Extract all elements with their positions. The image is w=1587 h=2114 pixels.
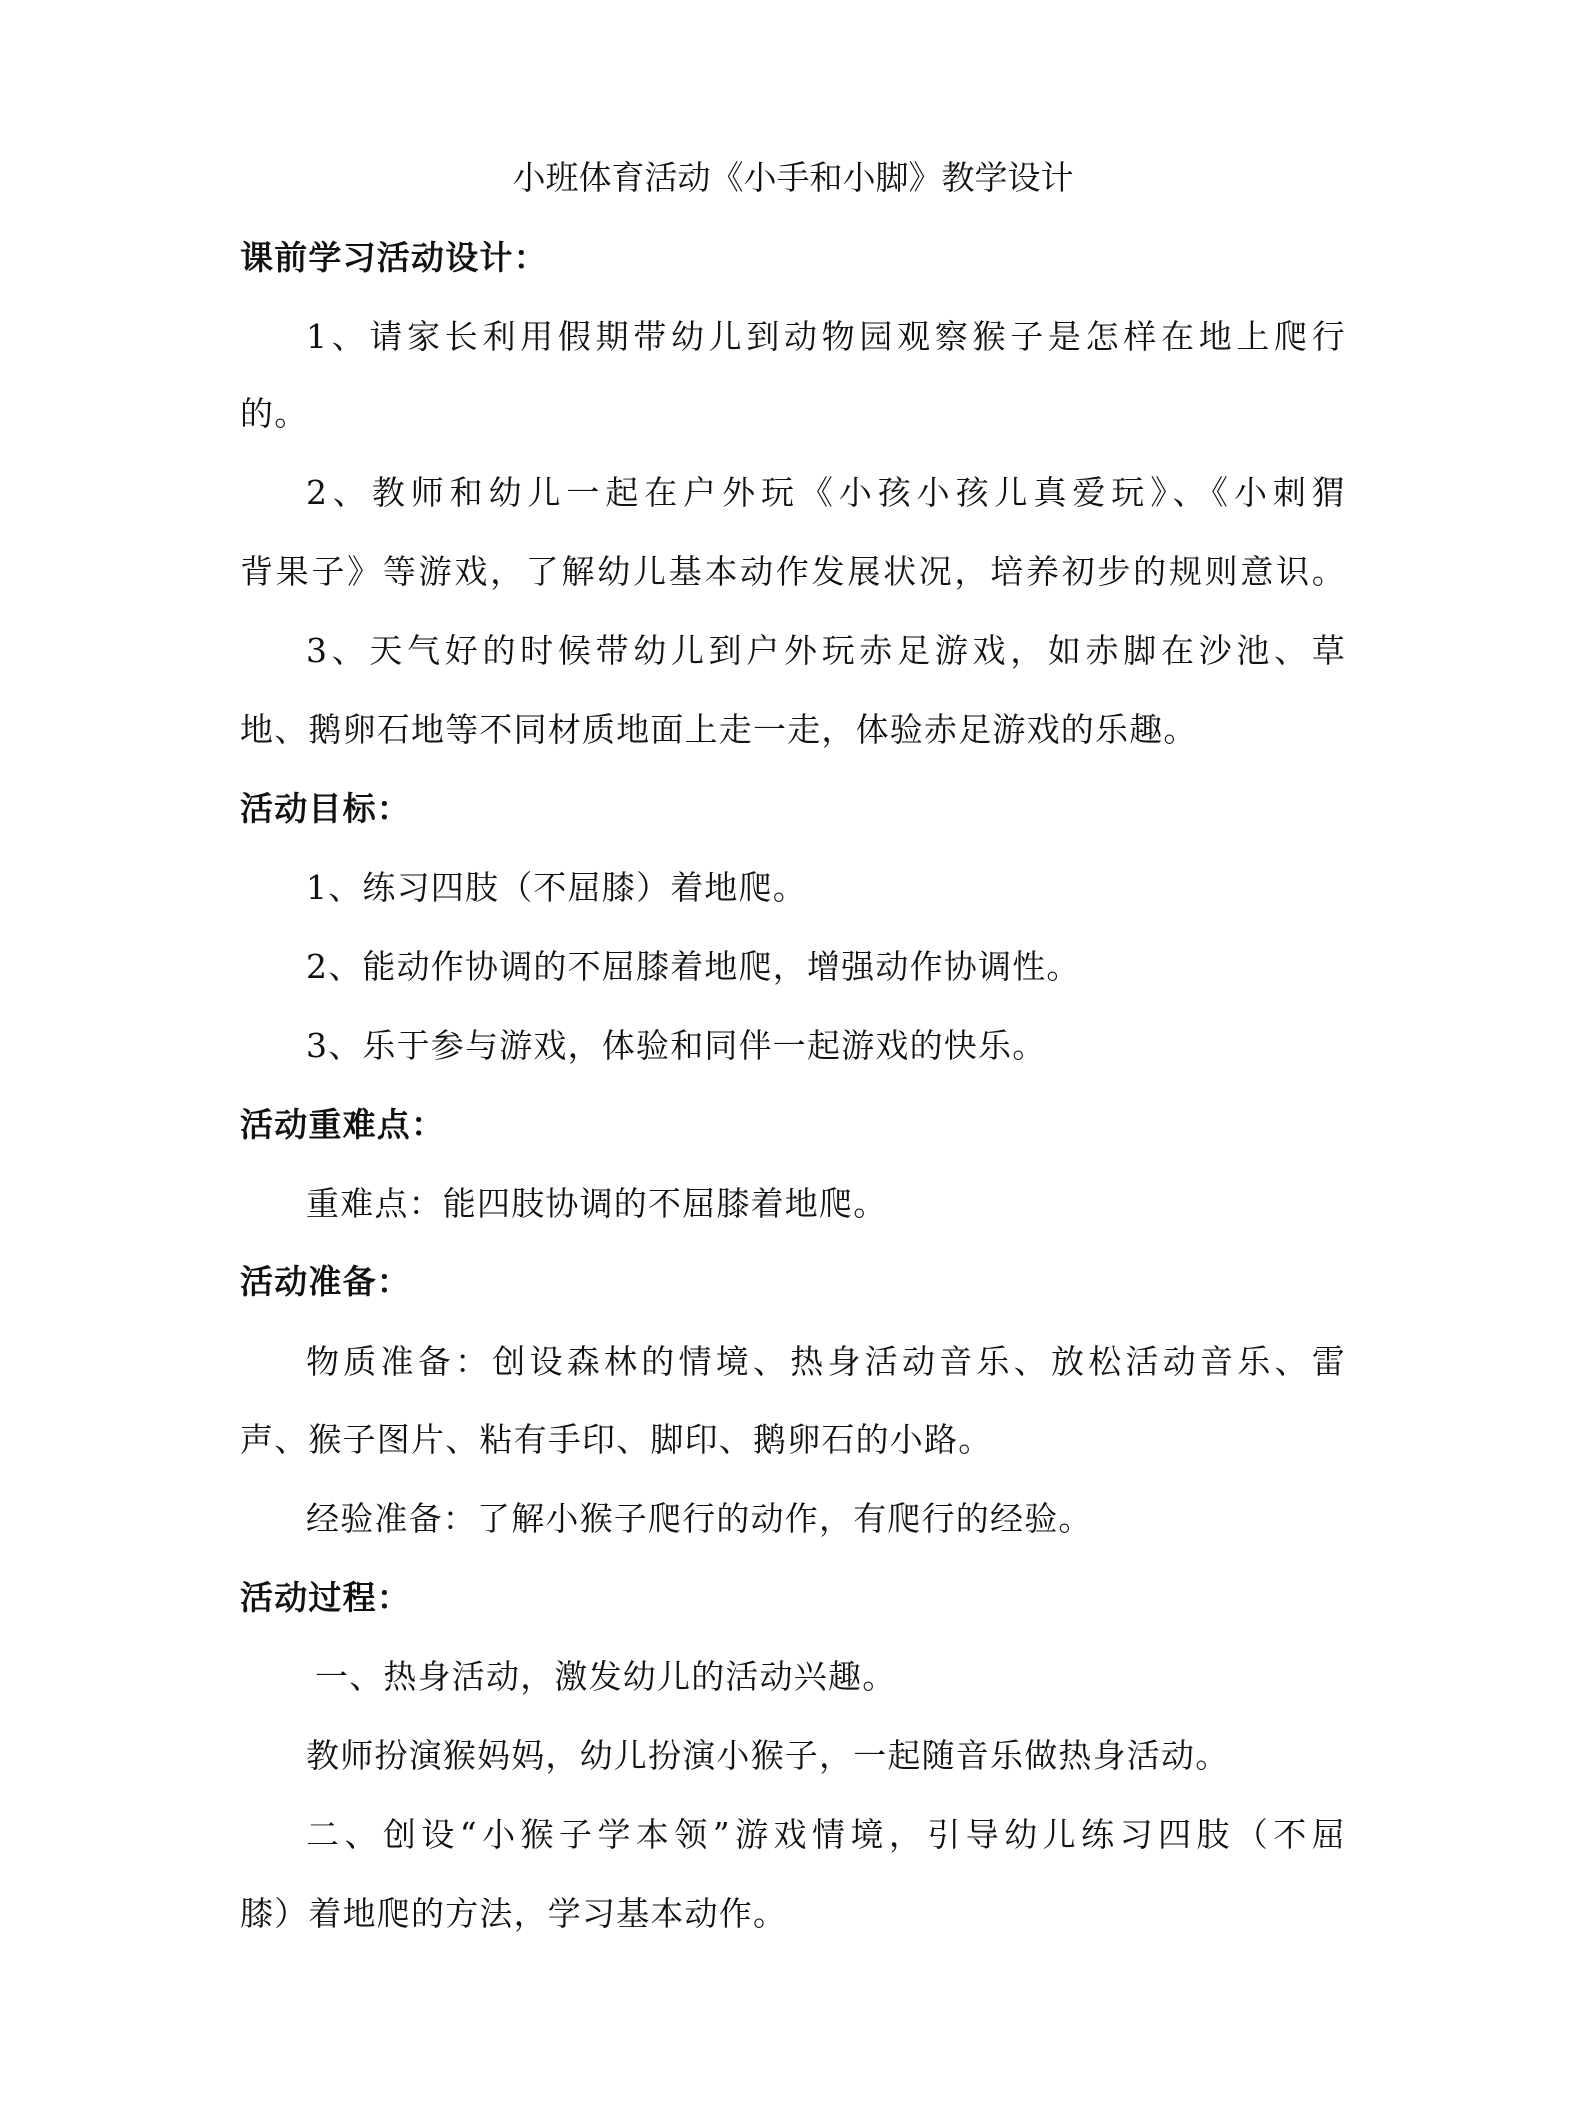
section-heading-preparation: 活动准备： [240, 1262, 411, 1301]
paragraph-line: 3、天气好的时候带幼儿到户外玩赤足游戏，如赤脚在沙池、草 [306, 631, 1346, 670]
objective-item: 2、能动作协调的不屈膝着地爬，增强动作协调性。 [306, 947, 1081, 986]
paragraph-line: 重难点：能四肢协调的不屈膝着地爬。 [306, 1184, 888, 1223]
section-heading-objectives: 活动目标： [240, 789, 411, 828]
objective-item: 1、练习四肢（不屈膝）着地爬。 [306, 868, 807, 907]
objective-item: 3、乐于参与游戏，体验和同伴一起游戏的快乐。 [306, 1026, 1047, 1065]
step-heading: 一、热身活动，激发幼儿的活动兴趣。 [315, 1657, 897, 1696]
paragraph-line: 经验准备：了解小猴子爬行的动作，有爬行的经验。 [306, 1499, 1093, 1538]
paragraph-line: 地、鹅卵石地等不同材质地面上走一走，体验赤足游戏的乐趣。 [240, 710, 1198, 749]
step-heading: 二、创设“小猴子学本领”游戏情境，引导幼儿练习四肢（不屈 [306, 1815, 1346, 1854]
section-heading-key-points: 活动重难点： [240, 1105, 446, 1144]
paragraph-line: 背果子》等游戏，了解幼儿基本动作发展状况，培养初步的规则意识。 [240, 552, 1346, 591]
document-title: 小班体育活动《小手和小脚》教学设计 [512, 158, 1074, 197]
section-heading-process: 活动过程： [240, 1578, 411, 1617]
paragraph-line: 物质准备：创设森林的情境、热身活动音乐、放松活动音乐、雷 [306, 1342, 1346, 1381]
paragraph-line: 的。 [240, 394, 309, 433]
section-heading-pre-class: 课前学习活动设计： [240, 238, 548, 277]
paragraph-line: 2、教师和幼儿一起在户外玩《小孩小孩儿真爱玩》、《小刺猬 [306, 473, 1346, 512]
paragraph-line: 声、猴子图片、粘有手印、脚印、鹅卵石的小路。 [240, 1420, 993, 1459]
paragraph-line: 1、请家长利用假期带幼儿到动物园观察猴子是怎样在地上爬行 [306, 317, 1346, 356]
paragraph-line: 教师扮演猴妈妈，幼儿扮演小猴子，一起随音乐做热身活动。 [306, 1736, 1230, 1775]
paragraph-line: 膝）着地爬的方法，学习基本动作。 [240, 1894, 788, 1933]
